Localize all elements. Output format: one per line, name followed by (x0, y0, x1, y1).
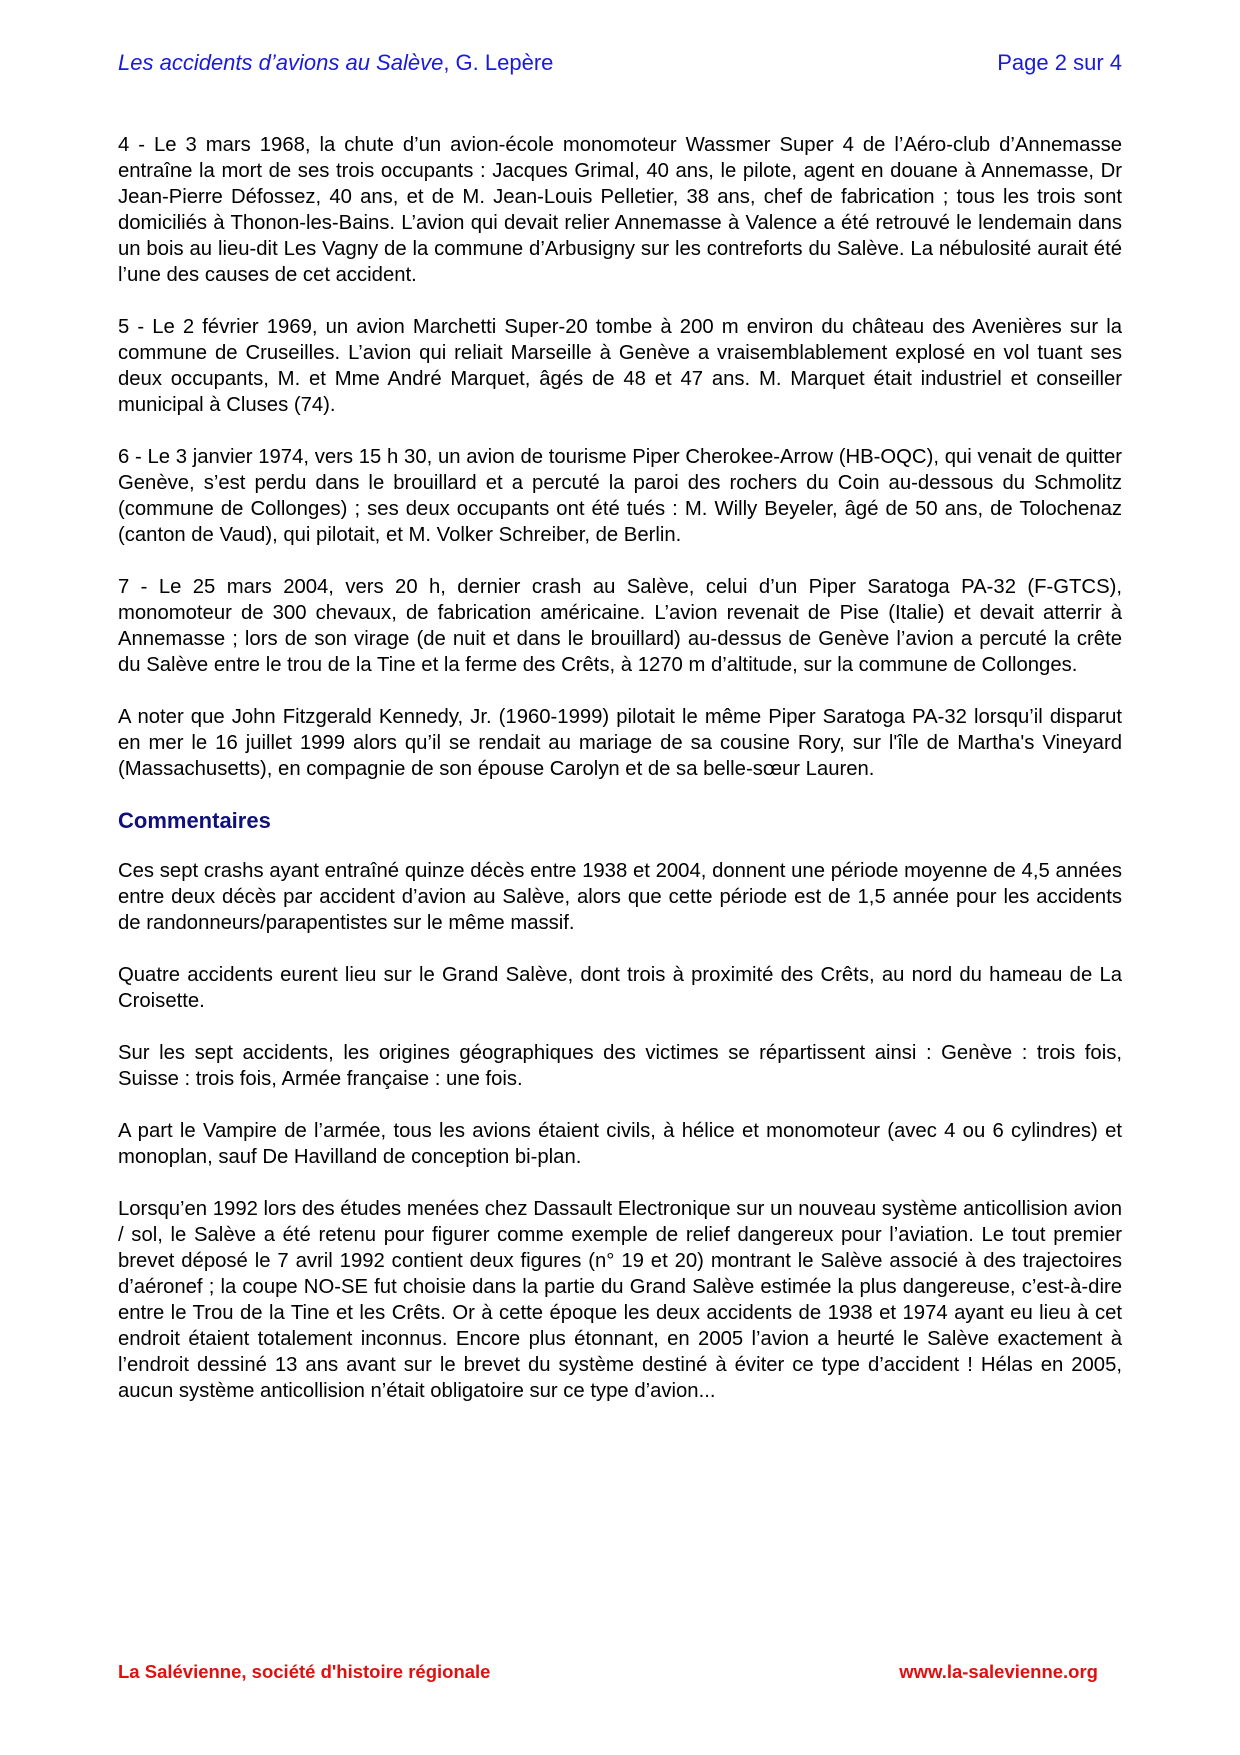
comment-paragraph: A part le Vampire de l’armée, tous les avions étaient civils, à hélice et monomoteur (avec 4 ou 6 cylindres) et monoplan, sauf De Havilland de conception bi-plan. (118, 1120, 1122, 1168)
comments-heading: Commentaires (118, 808, 271, 833)
comment-paragraph: Quatre accidents eurent lieu sur le Grand Salève, dont trois à proximité des Crêts, au nord du hameau de La Croisette. (118, 964, 1122, 1012)
footer-society-name: La Salévienne, société d'histoire régionale (118, 1661, 491, 1682)
document-body (118, 132, 1122, 1430)
page-footer (118, 1661, 1098, 1683)
accident-paragraph-5: 5 - Le 2 février 1969, un avion Marchetti Super-20 tombe à 200 m environ du château des Avenières sur la commune de Cruseilles. L’avion qui reliait Marseille à Genève a vraisemblablement explosé en vol tuant ses deux occupants, M. et Mme André Marquet, âgés de 48 et 47 ans. M. Marquet était industriel et conseiller municipal à Cluses (74). (118, 316, 1122, 416)
page-indicator: Page 2 sur 4 (997, 50, 1122, 75)
comment-paragraph: Ces sept crashs ayant entraîné quinze décès entre 1938 et 2004, donnent une période moyenne de 4,5 années entre deux décès par accident d’avion au Salève, alors que cette période est de 1,5 année pour les accidents de randonneurs/parapentistes sur le même massif. (118, 860, 1122, 934)
accident-paragraph-4: 4 - Le 3 mars 1968, la chute d’un avion-école monomoteur Wassmer Super 4 de l’Aéro-club d’Annemasse entraîne la mort de ses trois occupants : Jacques Grimal, 40 ans, le pilote, agent en douane à Annemasse, Dr Jean-Pierre Défossez, 40 ans, et de M. Jean-Louis Pelletier, 38 ans, chef de fabrication ; tous les trois sont domiciliés à Thonon-les-Bains. L’avion qui devait relier Annemasse à Valence a été retrouvé le lendemain dans un bois au lieu-dit Les Vagny de la commune d’Arbusigny sur les contreforts du Salève. La nébulosité aurait été l’une des causes de cet accident. (118, 134, 1122, 286)
document-title-italic: Les accidents d’avions au Salève (118, 50, 444, 75)
kennedy-note-paragraph: A noter que John Fitzgerald Kennedy, Jr. (1960-1999) pilotait le même Piper Saratoga PA-32 lorsqu’il disparut en mer le 16 juillet 1999 alors qu’il se rendait au mariage de sa cousine Rory, sur l'île de Martha's Vineyard (Massachusetts), en compagnie de son épouse Carolyn et de sa belle-sœur Lauren. (118, 706, 1122, 780)
document-title (118, 50, 553, 76)
document-author: , G. Lepère (443, 50, 554, 75)
comment-paragraph: Lorsqu’en 1992 lors des études menées chez Dassault Electronique sur un nouveau système anticollision avion / sol, le Salève a été retenu pour figurer comme exemple de relief dangereux pour l’aviation. Le tout premier brevet déposé le 7 avril 1992 contient deux figures (n° 19 et 20) montrant le Salève associé à des trajectoires d’aéronef ; la coupe NO-SE fut choisie dans la partie du Grand Salève estimée la plus dangereuse, c’est-à-dire entre le Trou de la Tine et les Crêts. Or à cette époque les deux accidents de 1938 et 1974 ayant eu lieu à cet endroit étaient totalement inconnus. Encore plus étonnant, en 2005 l’avion a heurté le Salève exactement à l’endroit dessiné 13 ans avant sur le brevet du système destiné à éviter ce type d’accident ! Hélas en 2005, aucun système anticollision n’était obligatoire sur ce type d’avion... (118, 1198, 1122, 1402)
accident-paragraph-7: 7 - Le 25 mars 2004, vers 20 h, dernier crash au Salève, celui d’un Piper Saratoga PA-32 (F-GTCS), monomoteur de 300 chevaux, de fabrication américaine. L’avion revenait de Pise (Italie) et devait atterrir à Annemasse ; lors de son virage (de nuit et dans le brouillard) au-dessus de Genève l’avion a percuté la crête du Salève entre le trou de la Tine et la ferme des Crêts, à 1270 m d’altitude, sur la commune de Collonges. (118, 576, 1122, 676)
comment-paragraph: Sur les sept accidents, les origines géographiques des victimes se répartissent ainsi : Genève : trois fois, Suisse : trois fois, Armée française : une fois. (118, 1042, 1122, 1090)
footer-website-link[interactable]: www.la-salevienne.org (899, 1661, 1098, 1682)
page-header (118, 50, 1122, 80)
accident-paragraph-6: 6 - Le 3 janvier 1974, vers 15 h 30, un avion de tourisme Piper Cherokee-Arrow (HB-OQC), qui venait de quitter Genève, s’est perdu dans le brouillard et a percuté la paroi des rochers du Coin au-dessous du Schmolitz (commune de Collonges) ; ses deux occupants ont été tués : M. Willy Beyeler, âgé de 50 ans, de Tolochenaz (canton de Vaud), qui pilotait, et M. Volker Schreiber, de Berlin. (118, 446, 1122, 546)
